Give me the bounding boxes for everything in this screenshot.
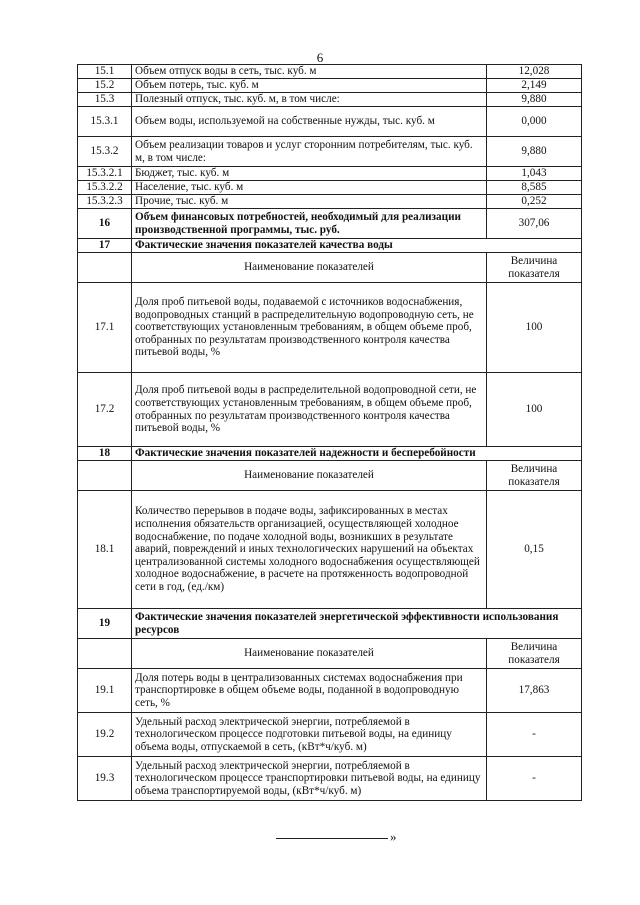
column-header-value: Величина показателя — [487, 253, 582, 283]
row-text: Объем воды, используемой на собственные нужды, тыс. куб. м — [132, 107, 487, 137]
column-header-name: Наименование показателей — [132, 639, 487, 669]
table-row — [78, 283, 582, 373]
row-number: 18.1 — [78, 491, 132, 609]
row-text: Объем потерь, тыс. куб. м — [132, 79, 487, 93]
table-row — [78, 79, 582, 93]
row-text: Удельный расход электрической энергии, потребляемой в технологическом процессе подготовки питьевой воды, на единицу объема воды, отпускаемой в сеть, (кВт*ч/куб. м) — [132, 713, 487, 757]
table-row — [78, 669, 582, 713]
section-number: 17 — [78, 239, 132, 253]
table-row — [78, 373, 582, 447]
row-number: 19.3 — [78, 757, 132, 801]
table-row — [78, 195, 582, 209]
empty-cell — [78, 639, 132, 669]
table-row — [78, 209, 582, 239]
section-number: 19 — [78, 609, 132, 639]
column-header-row — [78, 253, 582, 283]
closing-quote: » — [390, 829, 397, 844]
section-number: 18 — [78, 447, 132, 461]
column-header-row — [78, 639, 582, 669]
table-row — [78, 181, 582, 195]
row-number: 15.1 — [78, 65, 132, 79]
empty-cell — [78, 253, 132, 283]
section-heading-row — [78, 609, 582, 639]
row-value: 12,028 — [487, 65, 582, 79]
section-title: Фактические значения показателей надежности и бесперебойности — [132, 447, 582, 461]
row-number: 19.1 — [78, 669, 132, 713]
row-text: Доля потерь воды в централизованных системах водоснабжения при транспортировке в общем объеме воды, поданной в водопроводную сеть, % — [132, 669, 487, 713]
program-indicators-table — [77, 64, 582, 801]
row-number: 15.3 — [78, 93, 132, 107]
table-row — [78, 713, 582, 757]
table-row — [78, 93, 582, 107]
row-text: Удельный расход электрической энергии, потребляемой в технологическом процессе транспортировки питьевой воды, на единицу объема транспортируемой воды, (кВт*ч/куб. м) — [132, 757, 487, 801]
section-heading-row — [78, 239, 582, 253]
row-value: 2,149 — [487, 79, 582, 93]
row-value: 0,000 — [487, 107, 582, 137]
row-value: 100 — [487, 373, 582, 447]
row-text: Доля проб питьевой воды в распределительной водопроводной сети, не соответствующих установленным требованиям, в общем объеме проб, отобранных по результатам производственного контроля качества питьевой воды, % — [132, 373, 487, 447]
row-value: - — [487, 713, 582, 757]
section-title: Фактические значения показателей энергетической эффективности использования ресурсов — [132, 609, 582, 639]
row-value: 9,880 — [487, 137, 582, 167]
row-value: 8,585 — [487, 181, 582, 195]
row-number: 15.3.2.1 — [78, 167, 132, 181]
row-number: 19.2 — [78, 713, 132, 757]
column-header-value: Величина показателя — [487, 639, 582, 669]
row-value: 307,06 — [487, 209, 582, 239]
table-row — [78, 137, 582, 167]
row-text: Объем отпуск воды в сеть, тыс. куб. м — [132, 65, 487, 79]
table-row — [78, 107, 582, 137]
row-value: - — [487, 757, 582, 801]
column-header-name: Наименование показателей — [132, 461, 487, 491]
table-row — [78, 65, 582, 79]
row-text: Население, тыс. куб. м — [132, 181, 487, 195]
row-text: Бюджет, тыс. куб. м — [132, 167, 487, 181]
row-text: Количество перерывов в подаче воды, зафиксированных в местах исполнения обязательств организацией, осуществляющей холодное водоснабжение, по подаче холодной воды, возникших в результате аварий, повреждений и иных технологических нарушений на объектах централизованной системы холодного водоснабжения осуществляющей холодное водоснабжение, в расчете на протяженность водопроводной сети в год, (ед./км) — [132, 491, 487, 609]
column-header-value: Величина показателя — [487, 461, 582, 491]
row-text: Доля проб питьевой воды, подаваемой с источников водоснабжения, водопроводных станций в распределительную водопроводную сеть, не соответствующих установленным требованиям, в общем объеме проб, отобранных по результатам производственного контроля качества питьевой воды, % — [132, 283, 487, 373]
row-value: 0,15 — [487, 491, 582, 609]
row-number: 15.3.2 — [78, 137, 132, 167]
row-number: 17.1 — [78, 283, 132, 373]
table-row — [78, 757, 582, 801]
section-title: Фактические значения показателей качества воды — [132, 239, 582, 253]
row-number: 15.3.2.2 — [78, 181, 132, 195]
row-value: 1,043 — [487, 167, 582, 181]
row-text: Объем финансовых потребностей, необходимый для реализации производственной программы, тыс. руб. — [132, 209, 487, 239]
row-text: Полезный отпуск, тыс. куб. м, в том числе: — [132, 93, 487, 107]
column-header-name: Наименование показателей — [132, 253, 487, 283]
row-number: 15.3.1 — [78, 107, 132, 137]
row-value: 0,252 — [487, 195, 582, 209]
row-value: 17,863 — [487, 669, 582, 713]
empty-cell — [78, 461, 132, 491]
row-text: Объем реализации товаров и услуг сторонним потребителям, тыс. куб. м, в том числе: — [132, 137, 487, 167]
table-row — [78, 167, 582, 181]
row-text: Прочие, тыс. куб. м — [132, 195, 487, 209]
signature-line — [276, 838, 388, 839]
row-number: 15.3.2.3 — [78, 195, 132, 209]
row-number: 15.2 — [78, 79, 132, 93]
page-number: 6 — [316, 50, 324, 65]
row-number: 17.2 — [78, 373, 132, 447]
row-value: 9,880 — [487, 93, 582, 107]
row-number: 16 — [78, 209, 132, 239]
table-row — [78, 491, 582, 609]
row-value: 100 — [487, 283, 582, 373]
closing-mark — [276, 829, 397, 845]
section-heading-row — [78, 447, 582, 461]
column-header-row — [78, 461, 582, 491]
